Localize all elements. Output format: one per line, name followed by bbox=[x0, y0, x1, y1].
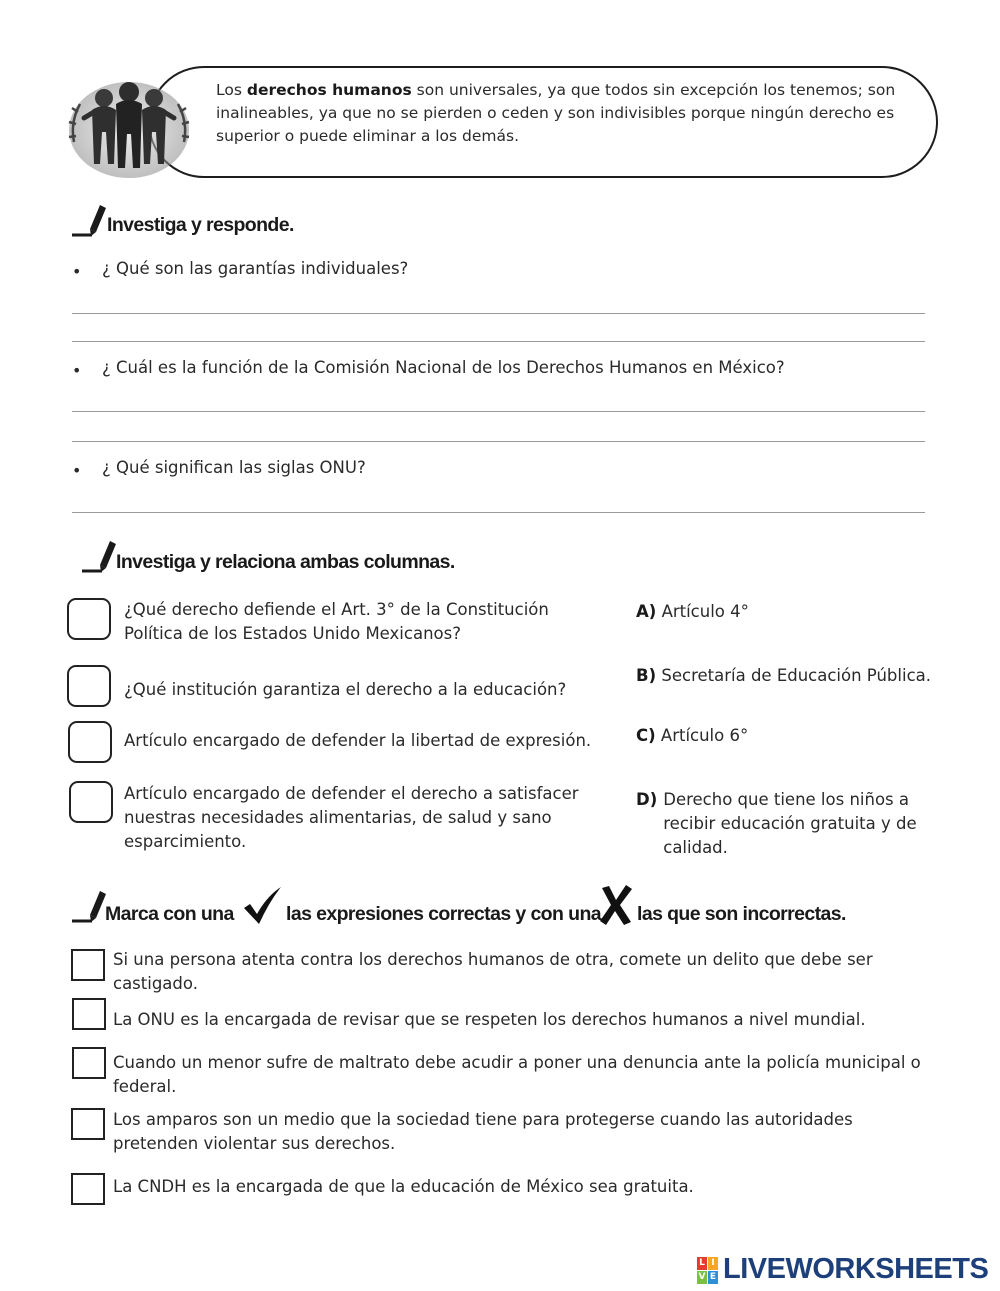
intro-text: Los derechos humanos son universales, ya que todos sin excepción los tenemos; son inalineables, ya que no se pierden o ceden y son indivisibles porque ningún derecho es superior o puede eliminar a los demás. bbox=[216, 81, 896, 145]
question-1: ¿ Qué son las garantías individuales? bbox=[102, 259, 409, 278]
logo-letter: I bbox=[708, 1257, 718, 1270]
section3-title-a: Marca con una bbox=[105, 903, 234, 925]
bullet: • bbox=[72, 262, 82, 281]
liveworksheets-logo-text: LIVEWORKSHEETS bbox=[723, 1253, 989, 1285]
checkmark-icon bbox=[241, 884, 283, 926]
match-item-4: Artículo encargado de defender el derecho a satisfacer nuestras necesidades alimentarias, de salud y sano esparcimiento. bbox=[124, 784, 579, 851]
section3-title-c: las que son incorrectas. bbox=[637, 903, 846, 925]
answer-line[interactable] bbox=[72, 512, 925, 513]
option-b: B) Secretaría de Educación Pública. bbox=[636, 666, 931, 685]
match-item-3: Artículo encargado de defender la libertad de expresión. bbox=[124, 731, 592, 750]
question-2: ¿ Cuál es la función de la Comisión Nacional de los Derechos Humanos en México? bbox=[102, 358, 785, 377]
statement-2: La ONU es la encargada de revisar que se respeten los derechos humanos a nivel mundial. bbox=[113, 1010, 866, 1029]
answer-checkbox[interactable] bbox=[71, 1108, 105, 1140]
bullet: • bbox=[72, 361, 82, 380]
section1-title: Investiga y responde. bbox=[107, 214, 294, 236]
match-item-2: ¿Qué institución garantiza el derecho a la educación? bbox=[124, 680, 567, 699]
answer-checkbox[interactable] bbox=[71, 949, 105, 981]
match-item-1: ¿Qué derecho defiende el Art. 3° de la Constitución Política de los Estados Unido Mexicanos? bbox=[124, 600, 549, 643]
answer-checkbox[interactable] bbox=[72, 1047, 106, 1079]
match-answer-box[interactable] bbox=[67, 598, 111, 640]
liveworksheets-logo-icon bbox=[697, 1257, 719, 1285]
answer-line[interactable] bbox=[72, 341, 925, 342]
pencil-icon bbox=[80, 538, 116, 574]
match-answer-box[interactable] bbox=[67, 665, 111, 707]
section2-title: Investiga y relaciona ambas columnas. bbox=[116, 551, 455, 573]
answer-line[interactable] bbox=[72, 441, 925, 442]
logo-letter: V bbox=[698, 1272, 706, 1282]
statement-1: Si una persona atenta contra los derechos humanos de otra, comete un delito que debe ser castigado. bbox=[113, 950, 873, 993]
match-answer-box[interactable] bbox=[68, 721, 112, 763]
answer-line[interactable] bbox=[72, 411, 925, 412]
logo-letter: L bbox=[697, 1257, 707, 1270]
statement-5: La CNDH es la encargada de que la educación de México sea gratuita. bbox=[113, 1177, 694, 1196]
question-3: ¿ Qué significan las siglas ONU? bbox=[102, 458, 366, 477]
answer-checkbox[interactable] bbox=[71, 1173, 105, 1205]
statement-3: Cuando un menor sufre de maltrato debe acudir a poner una denuncia ante la policía municipal o federal. bbox=[113, 1053, 921, 1096]
pencil-icon bbox=[70, 888, 106, 924]
answer-line[interactable] bbox=[72, 313, 925, 314]
bullet: • bbox=[72, 461, 82, 480]
pencil-icon bbox=[70, 202, 106, 238]
section3-title-b: las expresiones correctas y con una bbox=[286, 903, 601, 925]
option-c: C) Artículo 6° bbox=[636, 726, 749, 745]
human-rights-emblem-icon bbox=[64, 72, 194, 182]
answer-checkbox[interactable] bbox=[72, 998, 106, 1030]
statement-4: Los amparos son un medio que la sociedad tiene para protegerse cuando las autoridades pretenden violentar sus derechos. bbox=[113, 1110, 853, 1153]
logo-letter: E bbox=[709, 1272, 717, 1282]
option-a: A) Artículo 4° bbox=[636, 602, 749, 621]
option-d: D) Derecho que tiene los niños a recibir educación gratuita y de calidad. bbox=[636, 790, 917, 857]
cross-mark-icon bbox=[598, 884, 634, 926]
match-answer-box[interactable] bbox=[69, 781, 113, 823]
